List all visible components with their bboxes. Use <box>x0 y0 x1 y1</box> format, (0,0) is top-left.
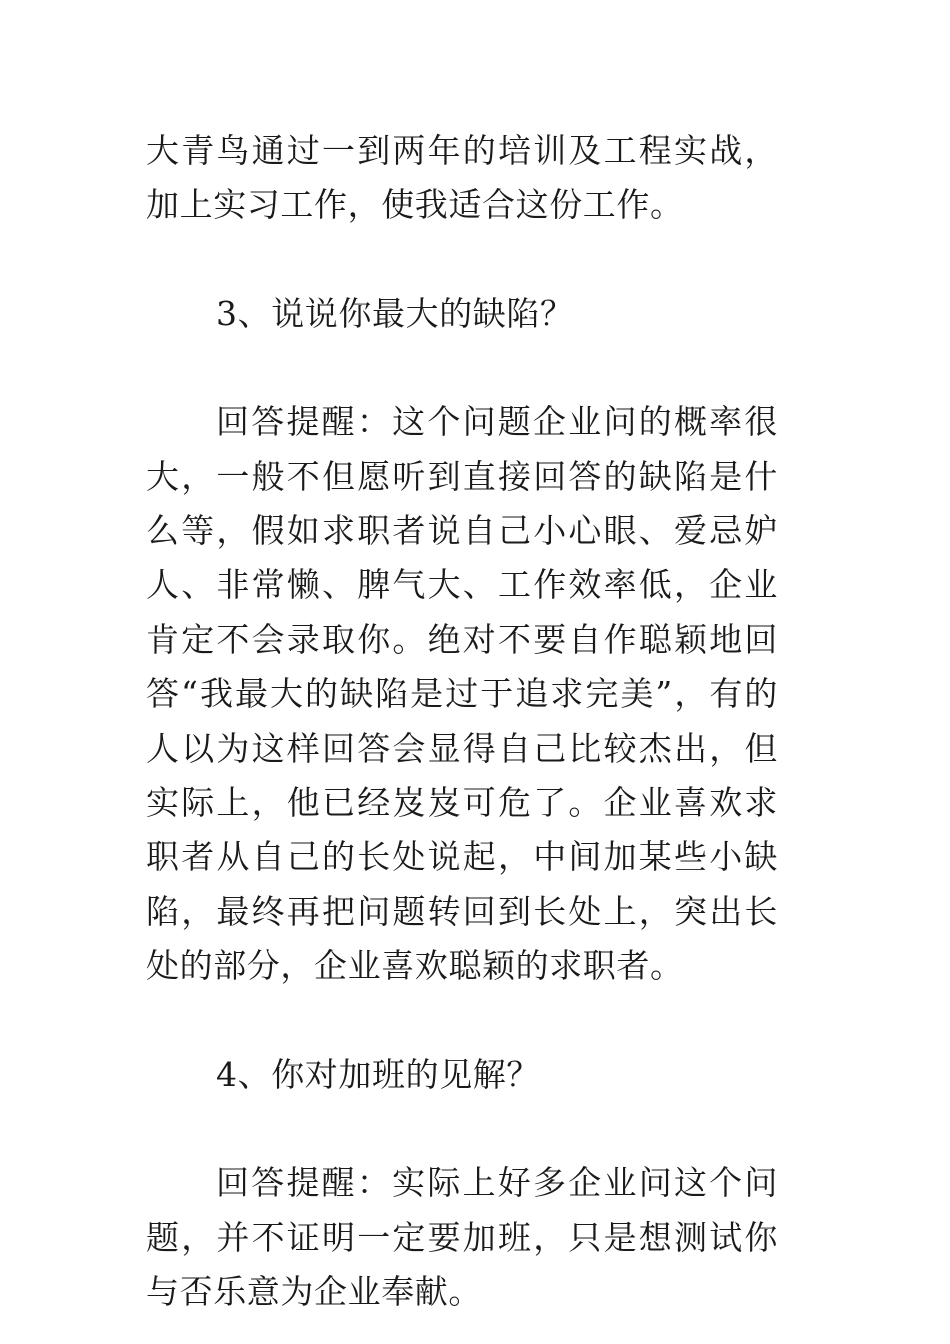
question-3-heading: 3、说说你最大的缺陷？ <box>216 293 574 333</box>
answer-3-paragraph: 回答提醒：这个问题企业问的概率很大，一般不但愿听到直接回答的缺陷是什么等，假如求职者说自己小心眼、爱忌妒人、非常懒、脾气大、工作效率低，企业肯定不会录取你。绝对不要自作聪颖地回答“我最大的缺陷是过于追求完美”，有的人以为这样回答会显得自己比较杰出，但实际上，他已经岌岌可危了。企业喜欢求职者从自己的长处说起，中间加某些小缺陷，最终再把问题转回到长处上，突出长处的部分，企业喜欢聪颖的求职者。 <box>146 402 778 986</box>
question-4-heading: 4、你对加班的见解？ <box>216 1054 540 1094</box>
answer-4-paragraph: 回答提醒：实际上好多企业问这个问题，并不证明一定要加班，只是想测试你与否乐意为企业奉献。 <box>146 1163 778 1311</box>
paragraph-intro: 大青鸟通过一到两年的培训及工程实战，加上实习工作，使我适合这份工作。 <box>146 131 778 225</box>
document-body <box>146 124 778 1319</box>
